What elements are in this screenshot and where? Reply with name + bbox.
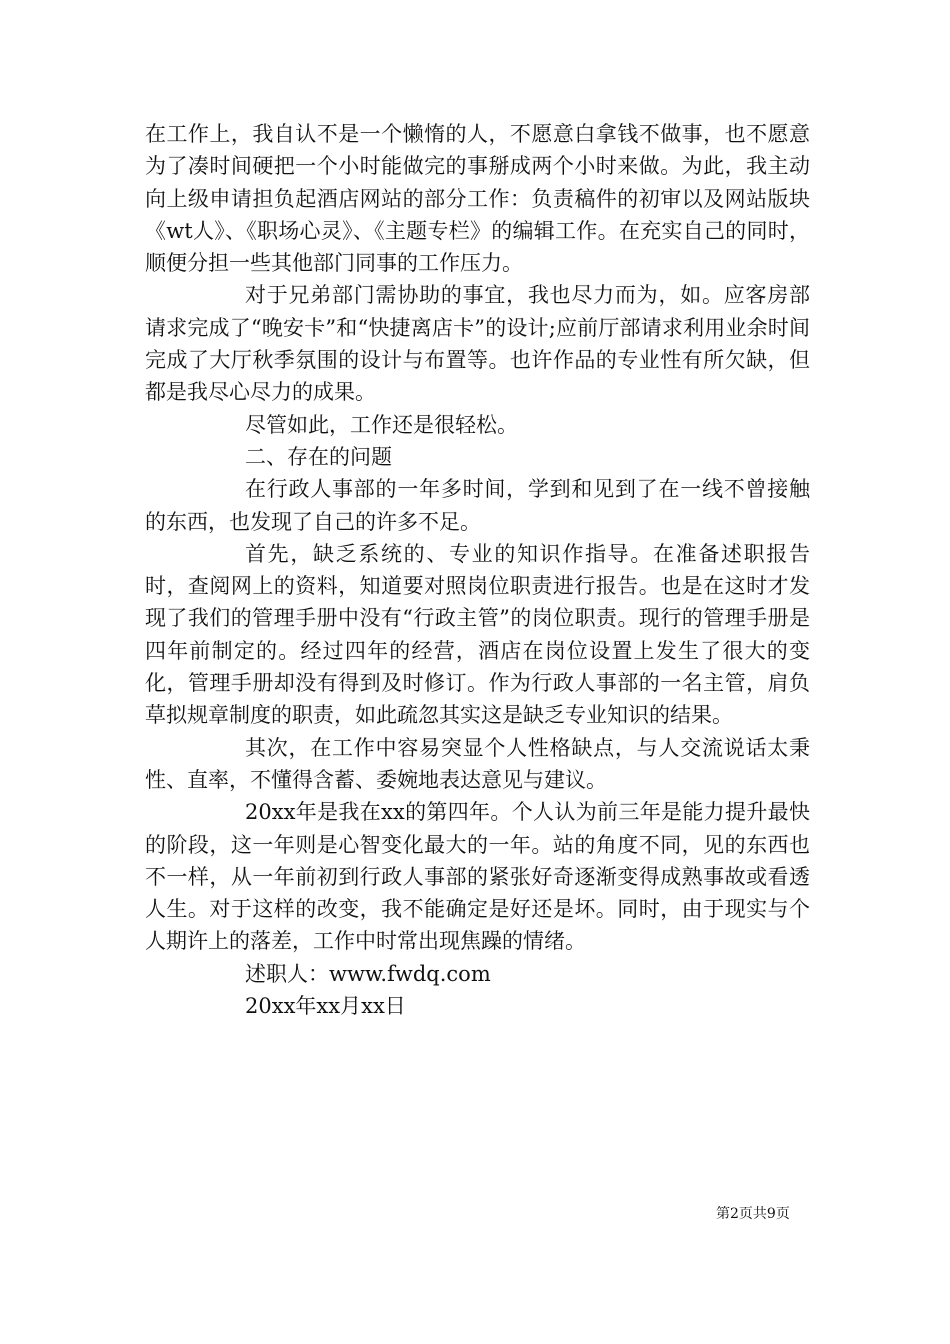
section-heading-problems: 二、存在的问题: [245, 444, 392, 469]
page-number: 第2页共9页: [716, 1206, 790, 1222]
paragraph-problem-first: 首先，缺乏系统的、专业的知识作指导。在准备述职报告时，查阅网上的资料，知道要对照岗位职责进行报告。也是在这时才发现了我们的管理手册中没有“行政主管”的岗位职责。现行的管理手册是四年前制定的。经过四年的经营，酒店在岗位设置上发生了很大的变化，管理手册却没有得到及时修订。作为行政人事部的一名主管，肩负草拟规章制度的职责，如此疏忽其实这是缺乏专业知识的结果。: [145, 541, 810, 728]
paragraph-problems-intro: 在行政人事部的一年多时间，学到和见到了在一线不曾接触的东西，也发现了自己的许多不足。: [145, 477, 810, 534]
paragraph-work-attitude: 在工作上，我自认不是一个懒惰的人，不愿意白拿钱不做事，也不愿意为了凑时间硬把一个小时能做完的事掰成两个小时来做。为此，我主动向上级申请担负起酒店网站的部分工作：负责稿件的初审以及网站版块《wt人》、《职场心灵》、《主题专栏》的编辑工作。在充实自己的同时，顺便分担一些其他部门同事的工作压力。: [145, 122, 810, 276]
paragraph-fourth-year: 20xx年是我在xx的第四年。个人认为前三年是能力提升最快的阶段，这一年则是心智变化最大的一年。站的角度不同，见的东西也不一样，从一年前初到行政人事部的紧张好奇逐渐变得成熟事故或看透人生。对于这样的改变，我不能确定是好还是坏。同时，由于现实与个人期许上的落差，工作中时常出现焦躁的情绪。: [145, 800, 810, 954]
date-line: 20xx年xx月xx日: [245, 994, 406, 1019]
paragraph-cooperation: 对于兄弟部门需协助的事宜，我也尽力而为，如。应客房部请求完成了“晚安卡”和“快捷离店卡”的设计;应前厅部请求利用业余时间完成了大厅秋季氛围的设计与布置等。也许作品的专业性有所欠缺，但都是我尽心尽力的成果。: [145, 283, 810, 405]
paragraph-summary: 尽管如此，工作还是很轻松。: [245, 412, 518, 437]
paragraph-problem-second: 其次，在工作中容易突显个人性格缺点，与人交流说话太秉性、直率，不懂得含蓄、委婉地表达意见与建议。: [145, 735, 810, 792]
document-body: [145, 118, 810, 1022]
signature-line: 述职人：www.fwdq.com: [245, 961, 491, 986]
